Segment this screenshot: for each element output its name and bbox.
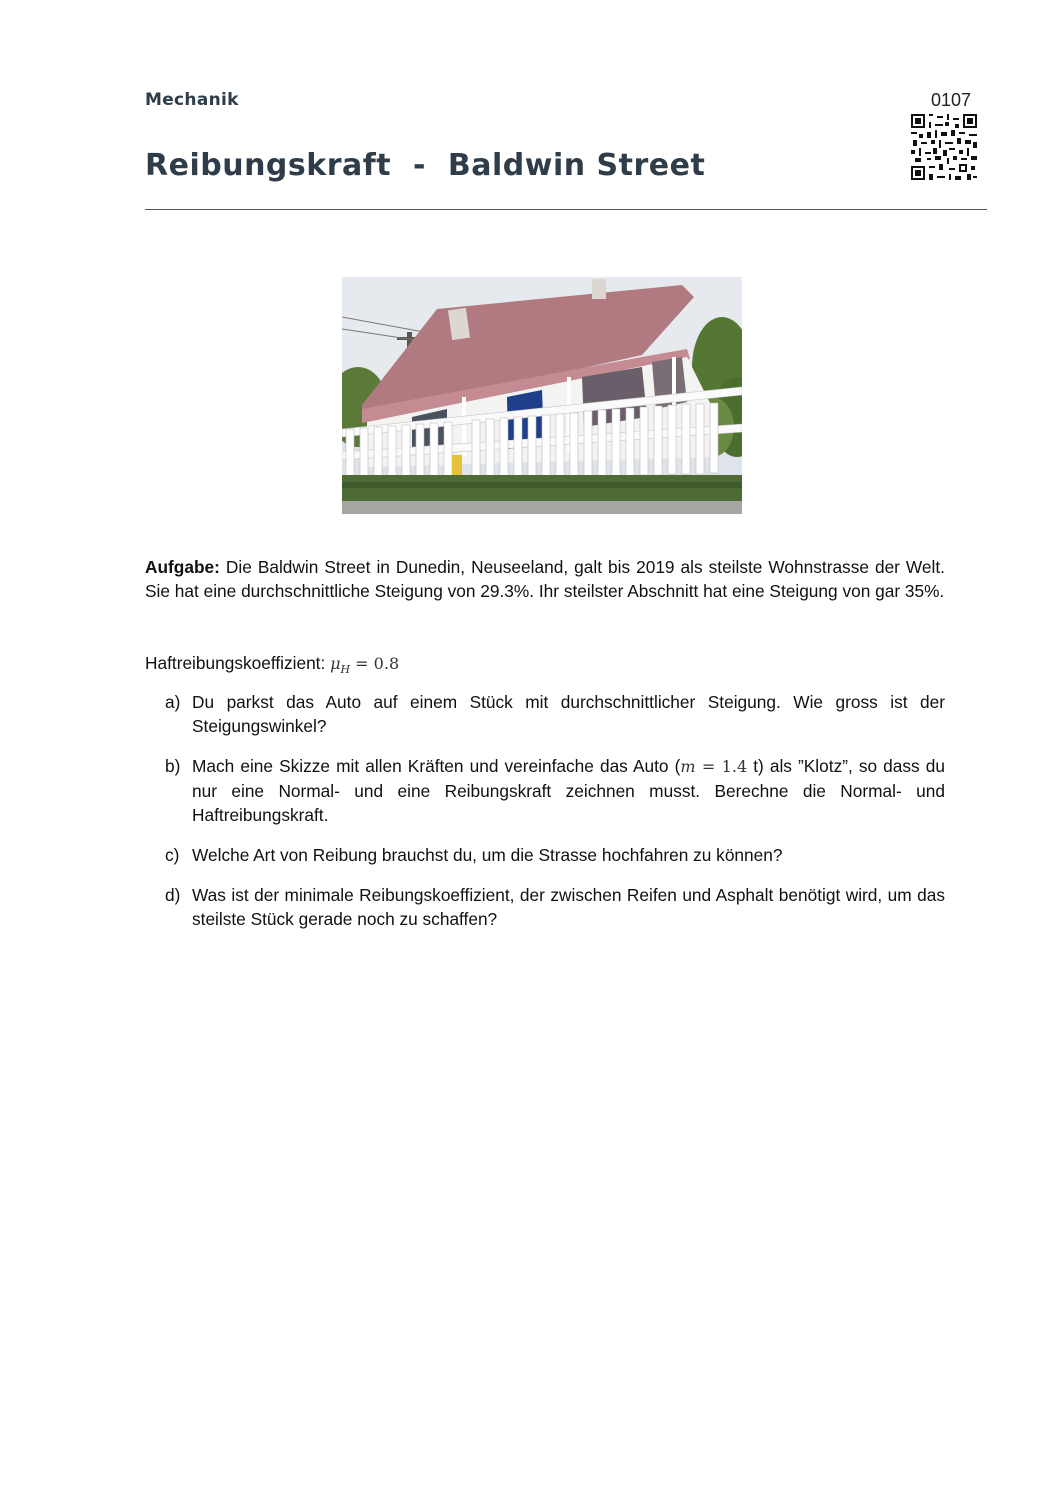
question-list (145, 690, 945, 947)
header-divider (145, 209, 987, 210)
coefficient-label: Haftreibungskoeffizient: (145, 653, 331, 673)
tilted-house-photo (342, 277, 742, 514)
question-text: Welche Art von Reibung brauchst du, um die Strasse hochfahren zu können? (192, 845, 783, 865)
exercise-number: 0107 (931, 90, 972, 110)
mass-formula (680, 757, 747, 776)
question-text-end: t) als ”Klotz”, so dass du nur eine Normal- und eine Reibungskraft zeichnen musst. Berechne die Normal- und Haftreibungskraft. (192, 756, 945, 825)
mu-subscript: H (340, 663, 351, 677)
friction-coefficient-line (145, 651, 945, 682)
task-label: Aufgabe: (145, 557, 220, 577)
question-text: Du parkst das Auto auf einem Stück mit durchschnittlicher Steigung. Wie gross ist der Steigungswinkel? (192, 692, 945, 736)
question-label: a) (165, 692, 181, 712)
mu-symbol: μ (330, 654, 341, 673)
coefficient-formula (330, 654, 400, 677)
coefficient-value: 0.8 (373, 654, 400, 673)
question-item-a (145, 690, 945, 738)
mass-variable: m (680, 757, 696, 776)
equals-sign: = (350, 654, 374, 673)
qr-code (911, 114, 977, 180)
page-title: Reibungskraft - Baldwin Street (145, 148, 706, 183)
question-label: c) (165, 845, 180, 865)
mass-equals: = (695, 757, 722, 776)
question-item-b (145, 754, 945, 827)
task-description (145, 555, 945, 603)
question-item-d (145, 883, 945, 931)
question-text: Was ist der minimale Reibungskoeffizient, der zwischen Reifen und Asphalt benötigt wird, um das steilste Stück gerade noch zu schaffen? (192, 885, 945, 929)
subject-category: Mechanik (145, 90, 239, 110)
mass-value: 1.4 (721, 757, 748, 776)
question-text-start: Mach eine Skizze mit allen Kräften und vereinfache das Auto ( (192, 756, 681, 776)
question-label: d) (165, 885, 181, 905)
question-label: b) (165, 756, 181, 776)
task-text: Die Baldwin Street in Dunedin, Neuseeland, galt bis 2019 als steilste Wohnstrasse der Welt. Sie hat eine durchschnittliche Steigung von 29.3%. Ihr steilster Abschnitt hat eine Steigung von gar 35%. (145, 557, 945, 601)
question-item-c (145, 843, 945, 867)
